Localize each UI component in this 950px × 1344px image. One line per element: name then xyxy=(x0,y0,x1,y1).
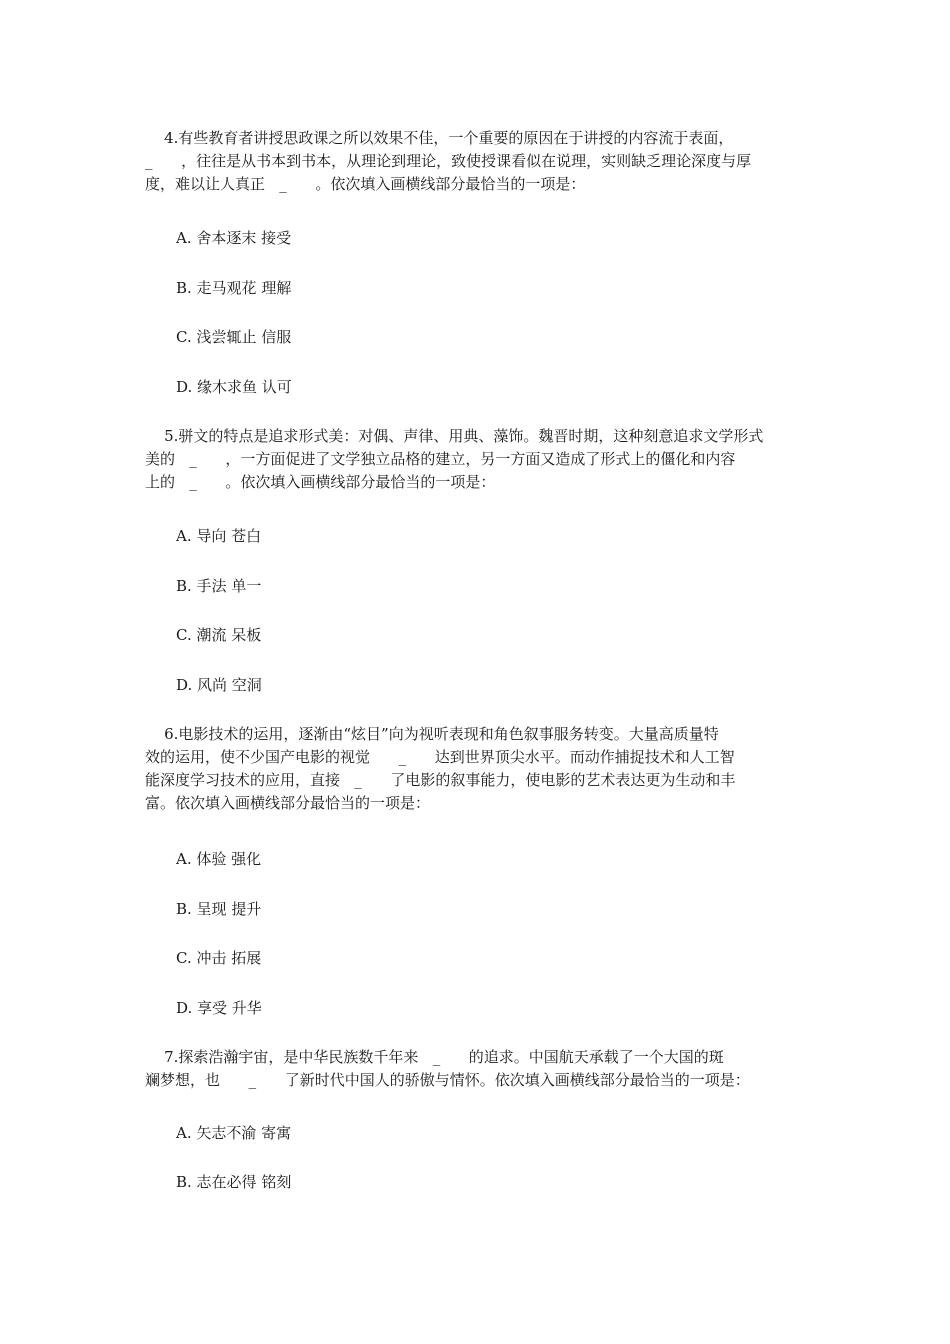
question-5-option-d: D. 风尚 空洞 xyxy=(176,676,262,694)
stem-line: 6.电影技术的运用，逐渐由“炫目”向为视听表现和角色叙事服务转变。大量高质量特 xyxy=(145,725,719,743)
question-6-option-d: D. 享受 升华 xyxy=(176,999,262,1017)
question-6-option-b: B. 呈现 提升 xyxy=(176,900,262,918)
stem-line: 度，难以让人真正 _ 。依次填入画横线部分最恰当的一项是： xyxy=(145,175,586,193)
question-7-option-b: B. 志在必得 铭刻 xyxy=(176,1173,292,1191)
question-7-stem xyxy=(145,1046,810,1092)
question-4-stem xyxy=(145,127,810,196)
question-4-option-b: B. 走马观花 理解 xyxy=(176,279,292,297)
question-5-option-a: A. 导向 苍白 xyxy=(176,527,262,545)
question-5-option-b: B. 手法 单一 xyxy=(176,577,262,595)
question-7-option-a: A. 矢志不渝 寄寓 xyxy=(176,1124,292,1142)
stem-line: 上的 _ 。依次填入画横线部分最恰当的一项是： xyxy=(145,473,496,491)
question-6-stem xyxy=(145,723,810,815)
stem-line: 美的 _ ，一方面促进了文学独立品格的建立，另一方面又造成了形式上的僵化和内容 xyxy=(145,450,736,468)
stem-line: _ ，往往是从书本到书本，从理论到理论，致使授课看似在说理，实则缺乏理论深度与厚 xyxy=(145,152,752,170)
question-5-stem xyxy=(145,425,810,494)
question-6-option-a: A. 体验 强化 xyxy=(176,850,262,868)
stem-line: 4.有些教育者讲授思政课之所以效果不佳，一个重要的原因在于讲授的内容流于表面， xyxy=(145,129,734,147)
stem-line: 7.探索浩瀚宇宙，是中华民族数千年来 _ 的追求。中国航天承载了一个大国的斑 xyxy=(145,1048,724,1066)
stem-line: 能深度学习技术的应用，直接 _ 了电影的叙事能力，使电影的艺术表达更为生动和丰 xyxy=(145,771,736,789)
stem-line: 效的运用，使不少国产电影的视觉 _ 达到世界顶尖水平。而动作捕捉技术和人工智 xyxy=(145,748,735,766)
question-5-option-c: C. 潮流 呆板 xyxy=(176,626,262,644)
stem-line: 斓梦想，也 _ 了新时代中国人的骄傲与情怀。依次填入画横线部分最恰当的一项是： xyxy=(145,1071,750,1089)
question-4-option-c: C. 浅尝辄止 信服 xyxy=(176,328,292,346)
question-6-option-c: C. 冲击 拓展 xyxy=(176,949,262,967)
stem-line: 5.骈文的特点是追求形式美：对偶、声律、用典、藻饰。魏晋时期，这种刻意追求文学形式 xyxy=(145,427,764,445)
stem-line: 富。依次填入画横线部分最恰当的一项是： xyxy=(145,794,431,812)
question-4-option-a: A. 舍本逐末 接受 xyxy=(176,229,292,247)
question-4-option-d: D. 缘木求鱼 认可 xyxy=(176,378,292,396)
